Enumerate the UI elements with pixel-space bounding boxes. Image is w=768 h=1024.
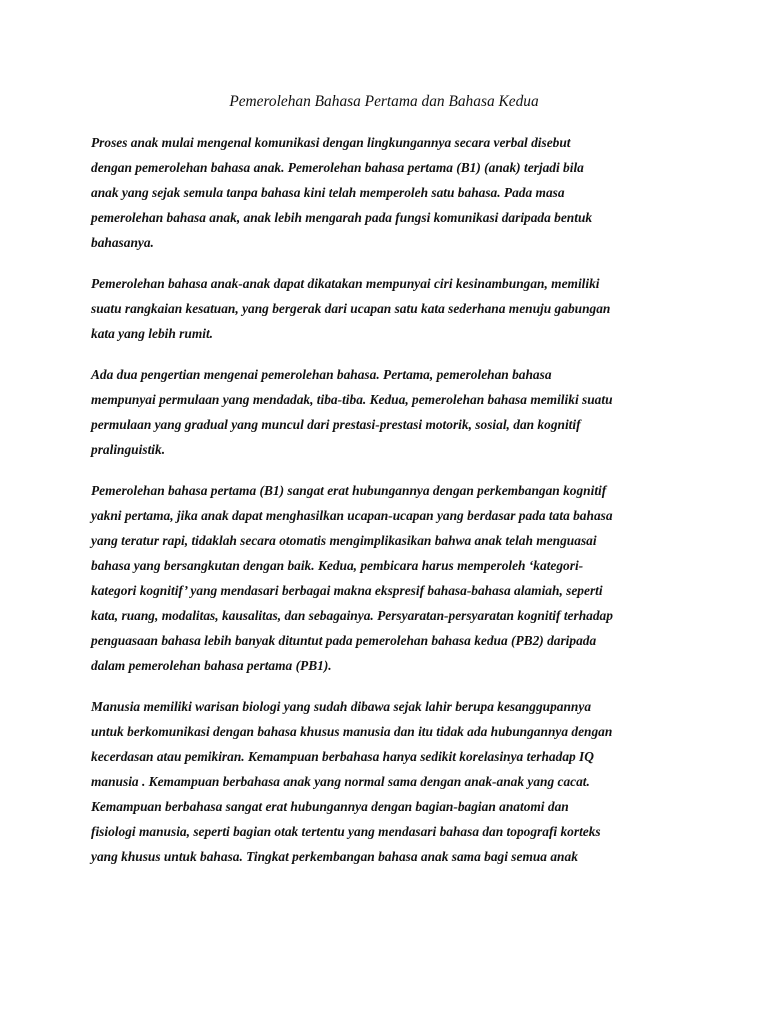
text-line: Pemerolehan bahasa pertama (B1) sangat erat hubungannya dengan perkembangan kognitif	[91, 483, 607, 498]
text-line: kata yang lebih rumit.	[91, 326, 214, 341]
text-line: yang teratur rapi, tidaklah secara otomatis mengimplikasikan bahwa anak telah menguasai	[91, 533, 597, 548]
text-line: dalam pemerolehan bahasa pertama (PB1).	[91, 658, 332, 673]
text-line: bahasanya.	[91, 235, 154, 250]
text-line: penguasaan bahasa lebih banyak dituntut pada pemerolehan bahasa kedua (PB2) daripada	[91, 633, 597, 648]
text-line: bahasa yang bersangkutan dengan baik. Kedua, pembicara harus memperoleh ‘kategori-	[91, 558, 584, 573]
text-line: dengan pemerolehan bahasa anak. Pemerolehan bahasa pertama (B1) (anak) terjadi bila	[91, 160, 584, 175]
text-line: permulaan yang gradual yang muncul dari prestasi-prestasi motorik, sosial, dan kognitif	[91, 417, 581, 432]
document-title: Pemerolehan Bahasa Pertama dan Bahasa Kedua	[229, 93, 539, 110]
text-line: fisiologi manusia, seperti bagian otak tertentu yang mendasari bahasa dan topografi korteks	[91, 824, 601, 839]
text-line: Ada dua pengertian mengenai pemerolehan bahasa. Pertama, pemerolehan bahasa	[91, 367, 552, 382]
text-line: suatu rangkaian kesatuan, yang bergerak dari ucapan satu kata sederhana menuju gabungan	[91, 301, 611, 316]
text-line: yakni pertama, jika anak dapat menghasilkan ucapan-ucapan yang berdasar pada tata bahasa	[91, 508, 613, 523]
text-line: pemerolehan bahasa anak, anak lebih mengarah pada fungsi komunikasi daripada bentuk	[91, 210, 593, 225]
text-line: Manusia memiliki warisan biologi yang sudah dibawa sejak lahir berupa kesanggupannya	[91, 699, 592, 714]
text-line: mempunyai permulaan yang mendadak, tiba-tiba. Kedua, pemerolehan bahasa memiliki suatu	[91, 392, 613, 407]
paragraph-1	[91, 130, 691, 255]
document-body	[91, 130, 691, 885]
text-line: manusia . Kemampuan berbahasa anak yang normal sama dengan anak-anak yang cacat.	[91, 774, 590, 789]
paragraph-2	[91, 271, 691, 346]
text-line: kata, ruang, modalitas, kausalitas, dan sebagainya. Persyaratan-persyaratan kognitif terhadap	[91, 608, 613, 623]
text-line: kecerdasan atau pemikiran. Kemampuan berbahasa hanya sedikit korelasinya terhadap IQ	[91, 749, 594, 764]
text-line: anak yang sejak semula tanpa bahasa kini telah memperoleh satu bahasa. Pada masa	[91, 185, 565, 200]
paragraph-4	[91, 478, 691, 678]
text-line: Kemampuan berbahasa sangat erat hubungannya dengan bagian-bagian anatomi dan	[91, 799, 569, 814]
paragraph-3	[91, 362, 691, 462]
text-line: Pemerolehan bahasa anak-anak dapat dikatakan mempunyai ciri kesinambungan, memiliki	[91, 276, 600, 291]
text-line: pralinguistik.	[91, 442, 166, 457]
paragraph-5	[91, 694, 691, 869]
text-line: untuk berkomunikasi dengan bahasa khusus manusia dan itu tidak ada hubungannya dengan	[91, 724, 613, 739]
text-line: yang khusus untuk bahasa. Tingkat perkembangan bahasa anak sama bagi semua anak	[91, 849, 578, 864]
text-line: kategori kognitif’ yang mendasari berbagai makna ekspresif bahasa-bahasa alamiah, seperti	[91, 583, 603, 598]
text-line: Proses anak mulai mengenal komunikasi dengan lingkungannya secara verbal disebut	[91, 135, 571, 150]
